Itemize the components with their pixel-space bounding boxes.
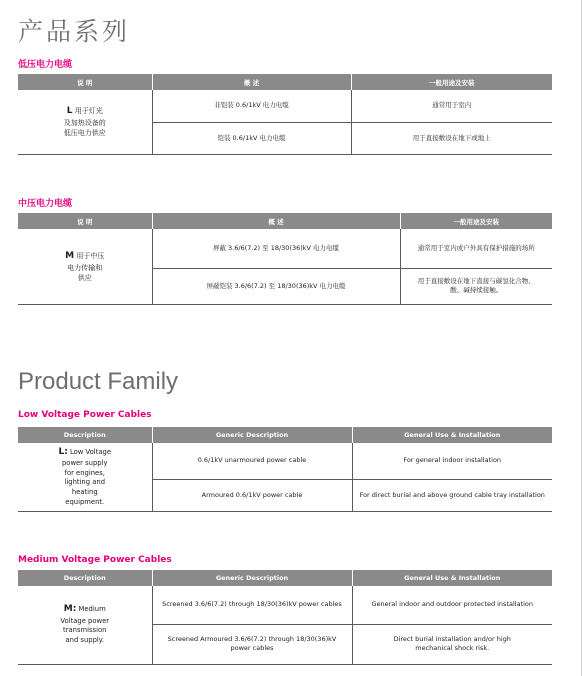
header-use: 一般用途及安装 [400, 213, 552, 229]
header-description: 说 明 [18, 213, 152, 229]
description-line: Voltage power [60, 616, 110, 625]
generic-line: power cables [230, 644, 274, 652]
description-line: 及加热设备的 [63, 119, 106, 128]
header-use: General Use & Installation [352, 570, 552, 586]
description-line: Medium [78, 605, 106, 614]
description-cell [18, 229, 152, 304]
header-generic: Generic Description [152, 427, 352, 443]
generic-cell: 屏蔽铠装 3.6/6(7.2) 至 18/30(36)kV 电力电缆 [152, 268, 400, 304]
description-line: 用于灯光 [74, 107, 103, 116]
section-title-en-low: Low Voltage Power Cables [18, 410, 152, 420]
generic-line: Screened 3.6/6(7.2) through 18/30(36)kV power cables [162, 600, 342, 609]
description-line: 用于中压 [76, 251, 105, 260]
section-title-cn-medium: 中压电力电缆 [18, 199, 73, 209]
use-cell [352, 624, 552, 664]
header-description: Description [18, 570, 152, 586]
use-cell: For general indoor installation [352, 443, 552, 479]
table-en-low-voltage [18, 427, 552, 512]
use-line: 通常用于室内或户外具有保护措施的场所 [417, 243, 535, 252]
table-en-medium-voltage [18, 570, 552, 665]
generic-cell: 屏蔽 3.6/6(7.2) 至 18/30(36)kV 电力电缆 [152, 229, 400, 268]
generic-line: Screened Armoured 3.6/6(7.2) through 18/30(36)kV [167, 635, 337, 644]
header-description: Description [18, 427, 152, 443]
generic-cell: 非铠装 0.6/1kV 电力电缆 [152, 90, 351, 122]
use-line: General indoor and outdoor protected installation [371, 600, 534, 609]
use-cell: 用于直接敷设在地下或地上 [351, 122, 552, 154]
table-header-row [18, 213, 552, 229]
use-cell [400, 268, 552, 304]
generic-cell: 0.6/1kV unarmoured power cable [152, 443, 352, 479]
product-code: M: [63, 604, 77, 615]
use-cell: 通常用于室内 [351, 90, 552, 122]
table-row [18, 229, 552, 268]
description-line: power supply [61, 458, 108, 467]
header-generic: 概 述 [152, 74, 351, 90]
use-cell [400, 229, 552, 268]
table-header-row [18, 570, 552, 586]
use-line: 酸、碱持续接触。 [450, 286, 503, 294]
section-title-cn-low: 低压电力电缆 [18, 60, 73, 70]
use-line: mechanical shock risk. [415, 644, 490, 652]
header-generic: Generic Description [152, 570, 352, 586]
description-line: 低压电力供应 [63, 129, 106, 138]
description-line: transmission [63, 626, 107, 635]
generic-cell [152, 586, 352, 624]
product-code: M [65, 250, 75, 261]
section-title-en-medium: Medium Voltage Power Cables [18, 555, 172, 565]
generic-cell [152, 624, 352, 664]
header-use: 一般用途及安装 [351, 74, 552, 90]
description-line: equipment. [65, 498, 105, 507]
description-line: heating [71, 488, 98, 497]
header-generic: 概 述 [152, 213, 400, 229]
header-use: General Use & Installation [352, 427, 552, 443]
page-title-cn: 产品系列 [18, 18, 131, 46]
description-cell [18, 586, 152, 664]
generic-cell: Armoured 0.6/1kV power cable [152, 479, 352, 511]
description-cell [18, 90, 152, 154]
product-code: L [66, 106, 73, 117]
use-line: 用于直接敷设在地下直接与碳氢化合物、 [417, 277, 535, 286]
table-row [18, 90, 552, 122]
table-header-row [18, 427, 552, 443]
generic-cell: 铠装 0.6/1kV 电力电缆 [152, 122, 351, 154]
table-header-row [18, 74, 552, 90]
description-line: and supply. [65, 636, 105, 645]
use-cell [352, 586, 552, 624]
description-line: Low Voltage [69, 447, 112, 456]
description-line: 电力传输和 [67, 263, 103, 272]
use-cell: For direct burial and above ground cable tray installation [352, 479, 552, 511]
table-row [18, 586, 552, 624]
table-row [18, 443, 552, 479]
description-cell [18, 443, 152, 511]
page-title-en: Product Family [18, 368, 179, 395]
description-line: lighting and [64, 478, 106, 487]
description-line: for engines, [64, 468, 105, 477]
product-code: L: [58, 446, 68, 457]
use-line: Direct burial installation and/or high [393, 635, 511, 644]
table-cn-medium-voltage [18, 213, 552, 305]
description-line: 供应 [77, 273, 92, 282]
header-description: 说 明 [18, 74, 152, 90]
table-cn-low-voltage [18, 74, 552, 155]
